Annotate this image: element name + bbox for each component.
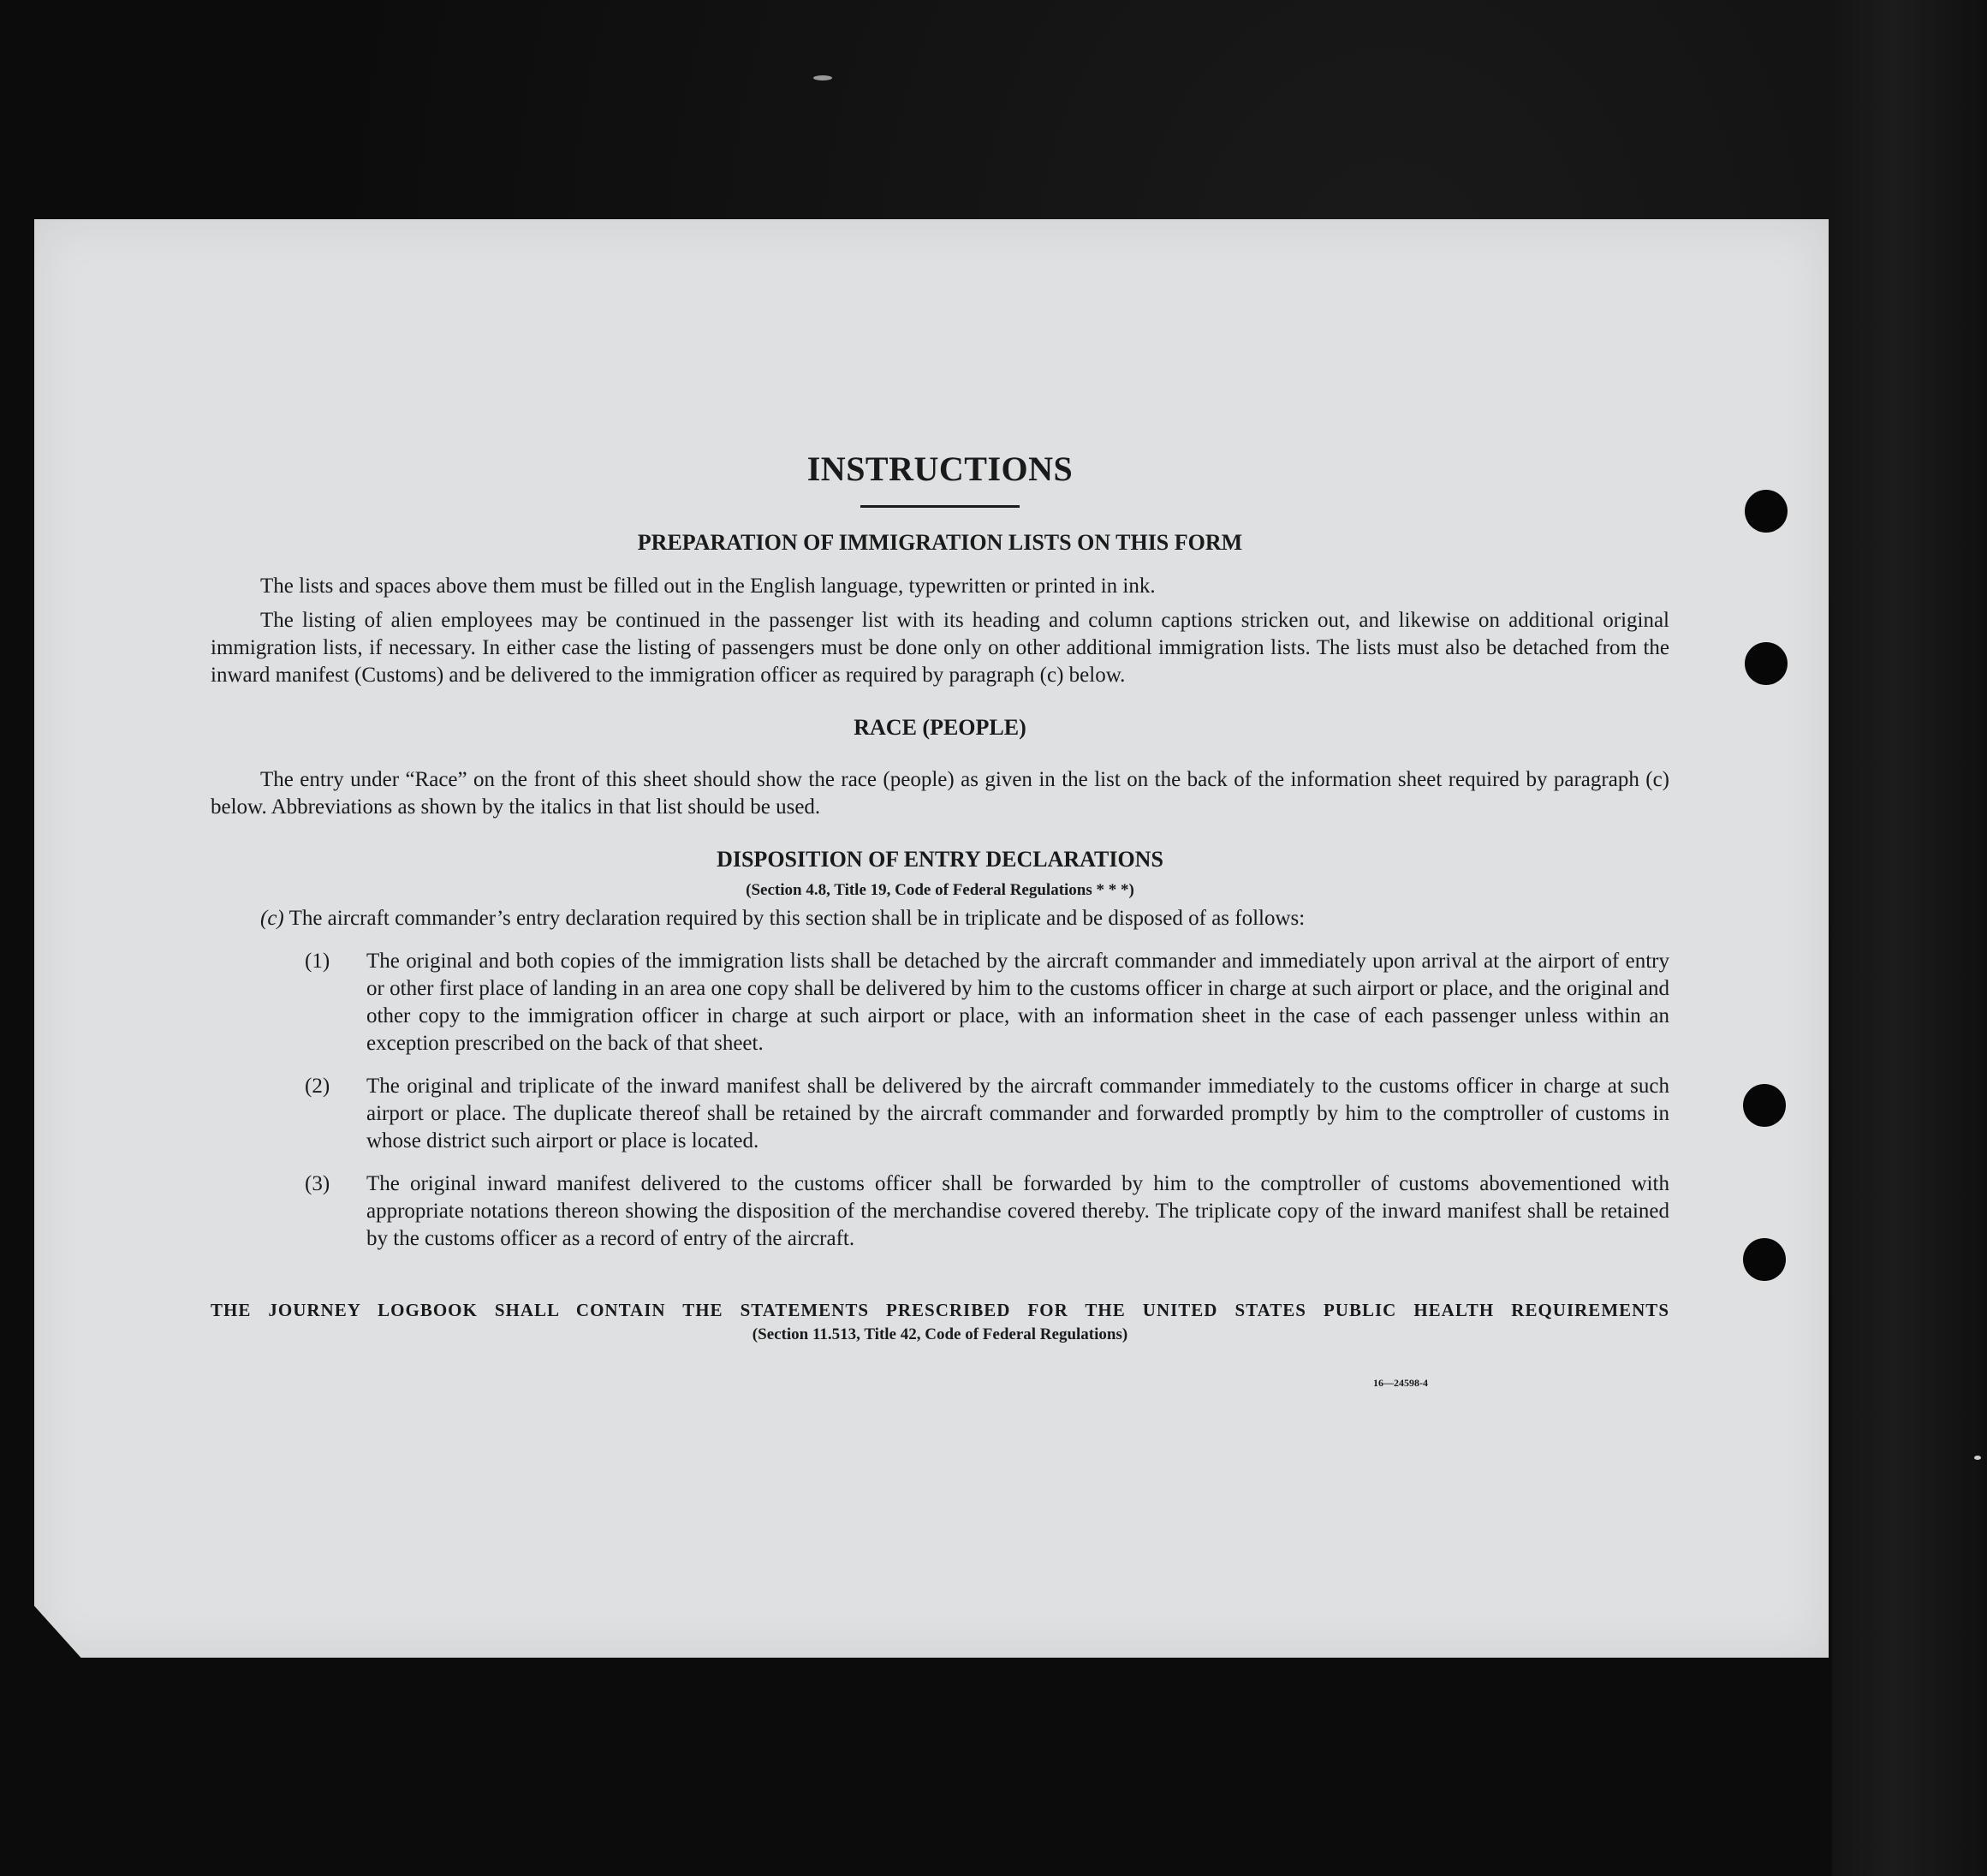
paragraph-c xyxy=(211,905,1669,932)
paragraph: The listing of alien employees may be continued in the passenger list with its heading and column captions stricken out, and likewise on additional original immigration lists, if necessary. In either case the listing of passengers must be done only on other additional immigration lists. The lists must also be detached from the inward manifest (Customs) and be delivered to the immigration officer as required by paragraph (c) below. xyxy=(211,609,1669,687)
item-number: (2) xyxy=(305,1075,330,1098)
item-text: The original and triplicate of the inward manifest shall be delivered by the aircraft commander immediately to the customs officer in charge at such airport or place. The duplicate thereof shall be retained by the aircraft commander and forwarded promptly by him to the comptroller of customs in whose district such airport or place is located. xyxy=(366,1075,1669,1152)
punch-hole xyxy=(1745,490,1788,533)
paragraph-text: The aircraft commander’s entry declaration required by this section shall be in triplicate and be disposed of as follows: xyxy=(289,907,1306,930)
section-preparation xyxy=(211,528,1669,689)
punch-hole xyxy=(1743,1238,1786,1281)
form-number: 16—24598-4 xyxy=(1373,1377,1428,1389)
health-requirements-citation: (Section 11.513, Title 42, Code of Federal Regulations) xyxy=(752,1325,1128,1343)
page-title: INSTRUCTIONS xyxy=(806,450,1074,488)
item-number: (3) xyxy=(305,1172,330,1195)
punch-hole xyxy=(1743,1084,1786,1127)
section-race xyxy=(211,713,1669,821)
section-disposition xyxy=(211,845,1669,1253)
dust-speck xyxy=(813,75,832,80)
section-heading: DISPOSITION OF ENTRY DECLARATIONS xyxy=(717,847,1163,872)
scanner-edge-strip xyxy=(1832,0,1987,1876)
paragraph: The entry under “Race” on the front of this sheet should show the race (people) as given in the list on the back of the information sheet required by paragraph (c) below. Abbreviations as shown by the italics in that list should be used. xyxy=(211,768,1669,819)
paragraph: The lists and spaces above them must be filled out in the English language, typewritten or printed in ink. xyxy=(260,575,1156,598)
punch-hole xyxy=(1745,642,1788,685)
section-heading: RACE (PEOPLE) xyxy=(854,715,1026,740)
item-text: The original and both copies of the immigration lists shall be detached by the aircraft commander and immediately upon arrival at the airport of entry or other first place of landing in an area one copy shall be delivered by him to the customs officer in charge at such airport or place, and the original and other copy to the immigration officer in charge at such airport or place, with an information sheet in the case of each passenger unless within an exception prescribed on the back of that sheet. xyxy=(366,950,1669,1055)
list-item xyxy=(211,1073,1669,1155)
paragraph-marker: (c) xyxy=(260,907,284,930)
item-number: (1) xyxy=(305,950,330,973)
section-citation: (Section 4.8, Title 19, Code of Federal Regulations * * *) xyxy=(746,881,1134,899)
instructions-content xyxy=(211,445,1669,1390)
list-item xyxy=(211,1170,1669,1253)
list-item xyxy=(211,948,1669,1057)
section-heading: PREPARATION OF IMMIGRATION LISTS ON THIS FORM xyxy=(637,530,1243,555)
dust-speck xyxy=(1974,1456,1981,1460)
footer xyxy=(211,1297,1669,1390)
title-underline xyxy=(860,505,1020,508)
health-requirements-statement: THE JOURNEY LOGBOOK SHALL CONTAIN THE STATEMENTS PRESCRIBED FOR THE UNITED STATES PUBLIC HEALTH REQUIREMENTS xyxy=(211,1300,1669,1320)
item-text: The original inward manifest delivered to the customs officer shall be forwarded by him to the comptroller of customs abovementioned with appropriate notations thereon showing the disposition of the merchandise covered thereby. The triplicate copy of the inward manifest shall be retained by the customs officer as a record of entry of the aircraft. xyxy=(366,1172,1669,1250)
